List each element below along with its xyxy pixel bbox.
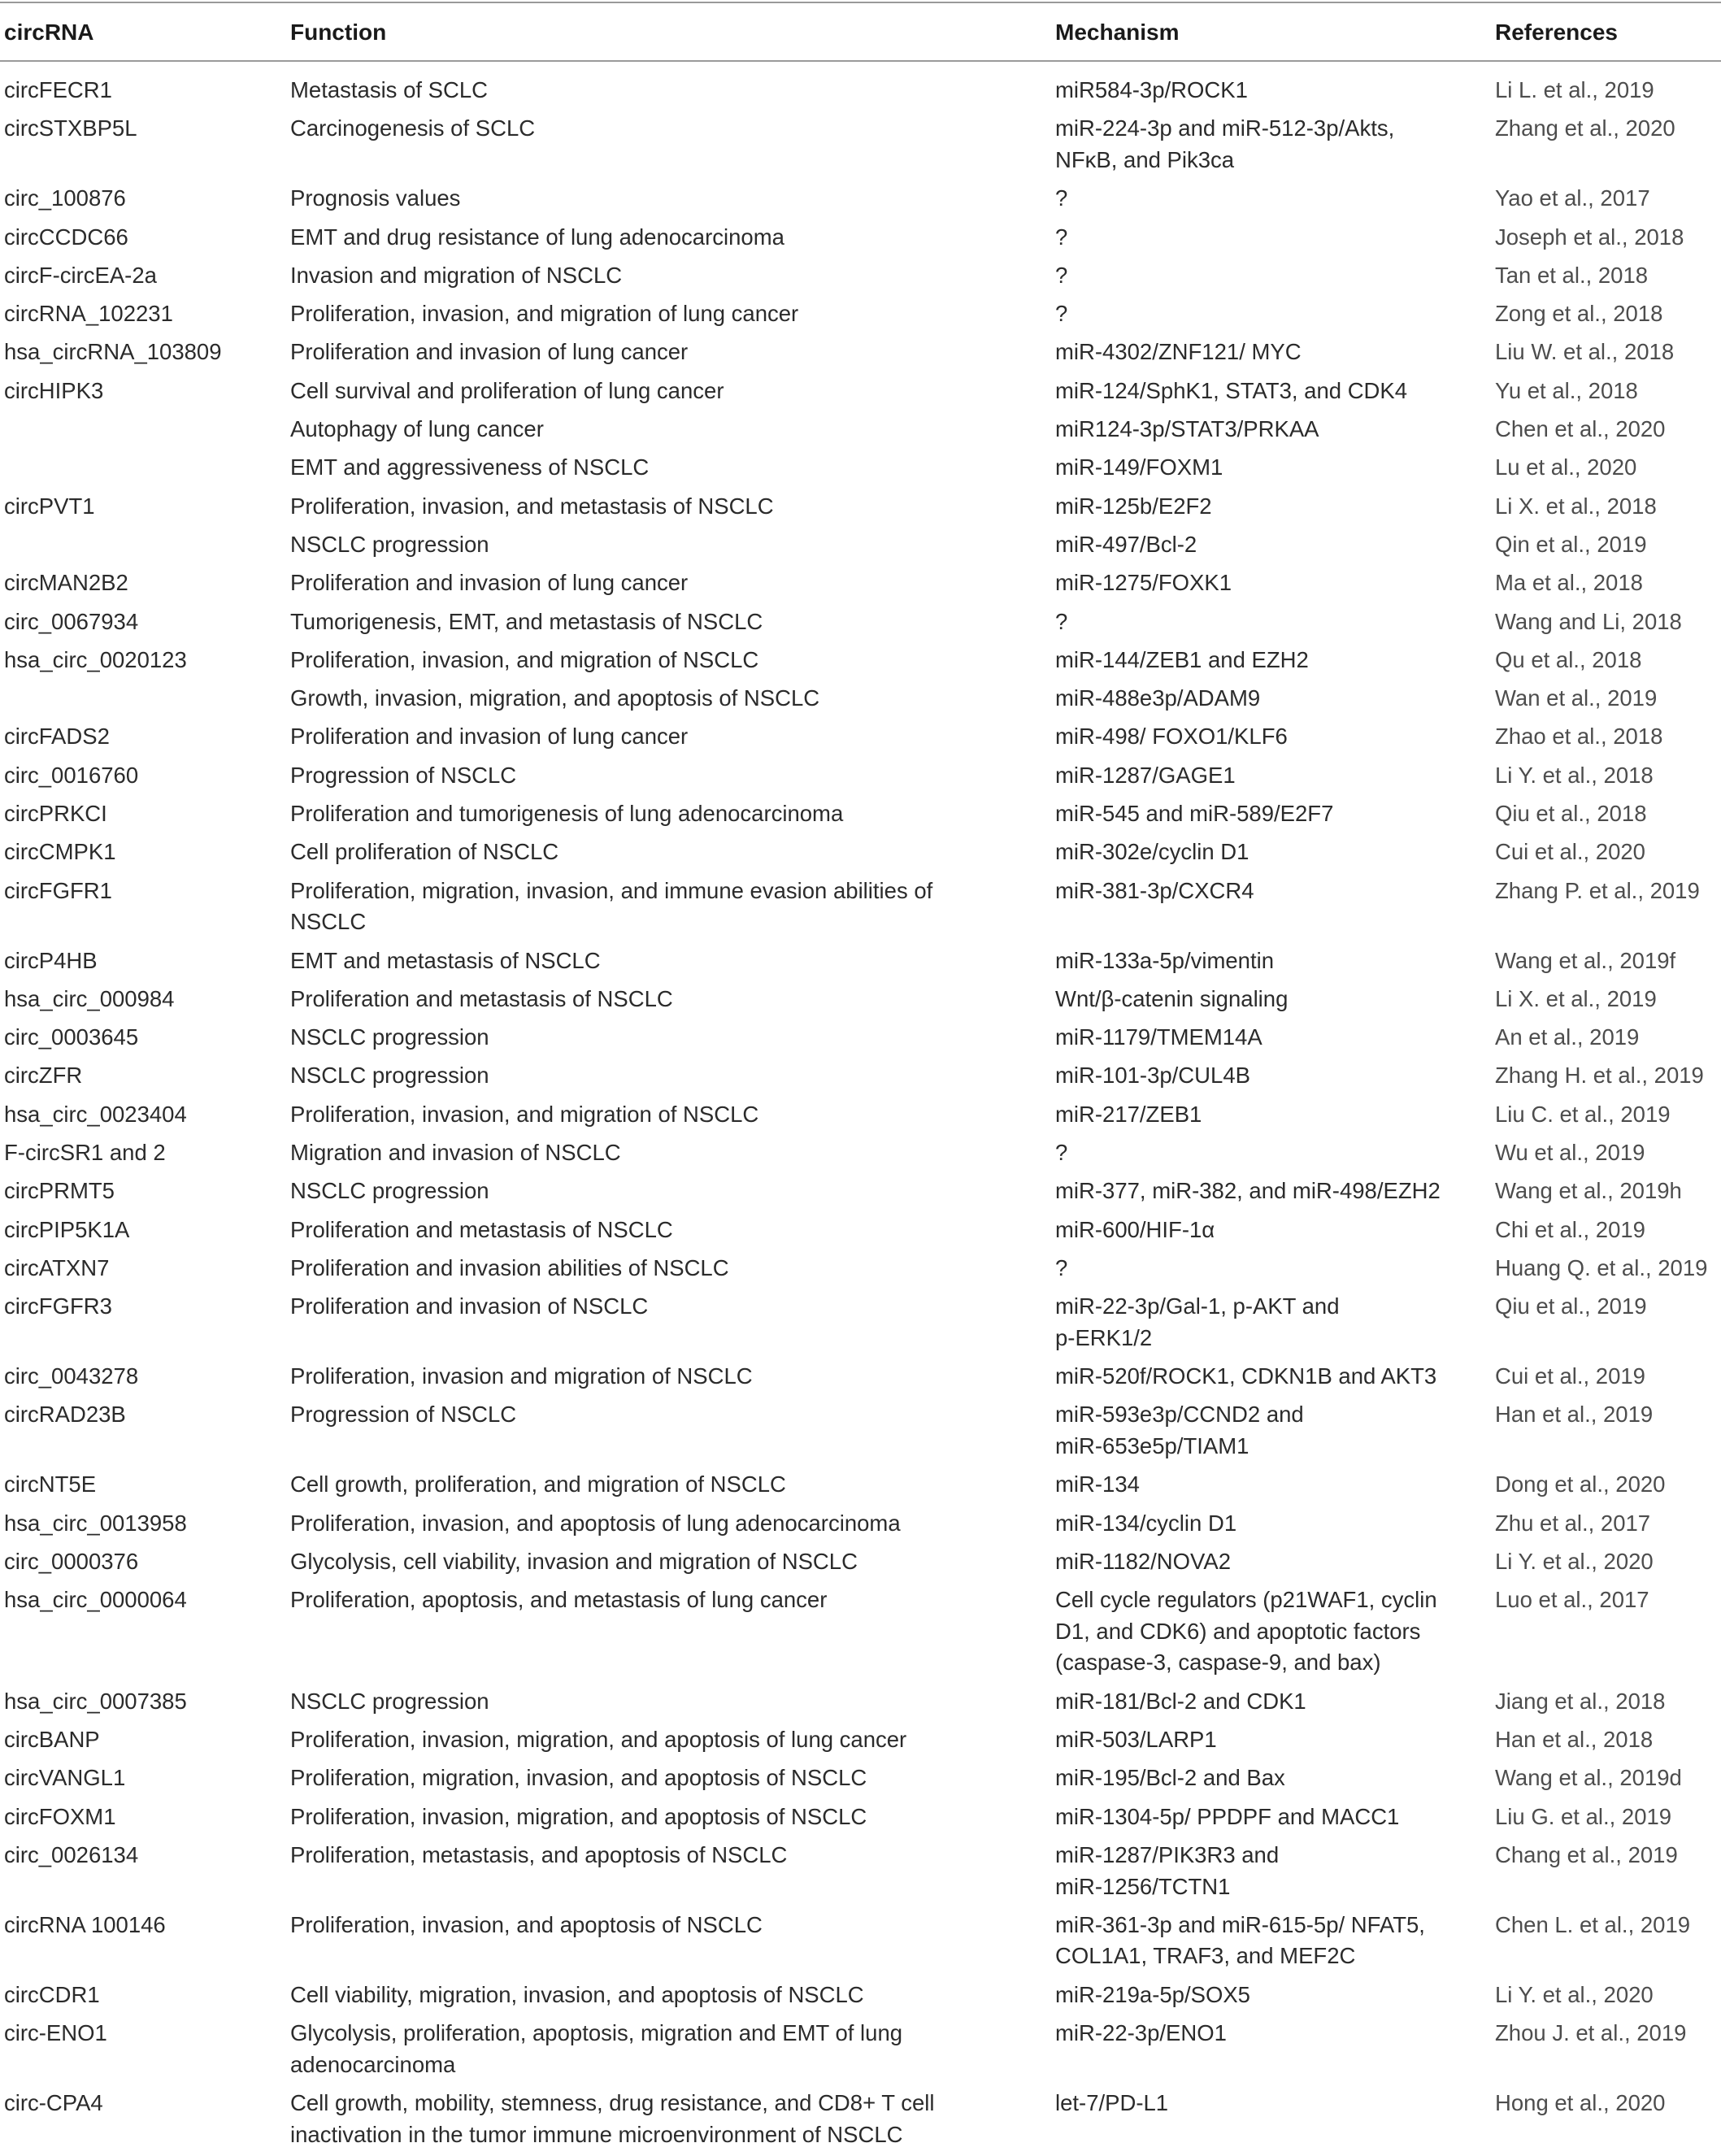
cell-circrna: circ-CPA4 bbox=[4, 2089, 103, 2115]
cell-function: EMT and metastasis of NSCLC bbox=[290, 947, 601, 973]
header-mechanism: Mechanism bbox=[1055, 20, 1180, 45]
cell-circrna: hsa_circ_0020123 bbox=[4, 646, 187, 672]
cell-reference: Yu et al., 2018 bbox=[1495, 377, 1638, 403]
cell-reference: Chang et al., 2019 bbox=[1495, 1841, 1678, 1867]
cell-function: Migration and invasion of NSCLC bbox=[290, 1140, 621, 1165]
cell-circrna: circBANP bbox=[4, 1727, 100, 1752]
cell-circrna: circ-ENO1 bbox=[4, 2020, 107, 2045]
cell-reference: Cui et al., 2020 bbox=[1495, 839, 1645, 865]
cell-mechanism: miR-1275/FOXK1 bbox=[1055, 570, 1232, 596]
cell-function: Proliferation and invasion of lung cancer bbox=[290, 339, 689, 365]
cell-reference: Qiu et al., 2018 bbox=[1495, 801, 1647, 826]
cell-mechanism: Wnt/β-catenin signaling bbox=[1055, 985, 1289, 1011]
cell-mechanism: miR-219a-5p/SOX5 bbox=[1055, 1981, 1250, 2007]
cell-circrna: circFGFR1 bbox=[4, 877, 112, 903]
cell-function: NSCLC bbox=[290, 909, 367, 935]
cell-function: Glycolysis, proliferation, apoptosis, migration and EMT of lung bbox=[290, 2020, 903, 2045]
cell-mechanism: miR-497/Bcl-2 bbox=[1055, 531, 1197, 557]
cell-mechanism: miR-4302/ZNF121/ MYC bbox=[1055, 339, 1302, 365]
cell-mechanism: miR-124/SphK1, STAT3, and CDK4 bbox=[1055, 377, 1408, 403]
cell-function: Proliferation and metastasis of NSCLC bbox=[290, 985, 673, 1011]
cell-mechanism: miR-302e/cyclin D1 bbox=[1055, 839, 1249, 865]
cell-function: EMT and aggressiveness of NSCLC bbox=[290, 454, 650, 480]
cell-circrna: circF-circEA-2a bbox=[4, 262, 157, 288]
cell-function: Cell survival and proliferation of lung cancer bbox=[290, 377, 724, 403]
cell-function: Proliferation, metastasis, and apoptosis of NSCLC bbox=[290, 1841, 788, 1867]
cell-reference: Li L. et al., 2019 bbox=[1495, 77, 1654, 102]
cell-function: Proliferation, invasion, and migration of NSCLC bbox=[290, 646, 759, 672]
cell-circrna: F-circSR1 and 2 bbox=[4, 1140, 166, 1165]
cell-reference: Jiang et al., 2018 bbox=[1495, 1688, 1666, 1714]
cell-circrna: circSTXBP5L bbox=[4, 115, 137, 141]
cell-function: Proliferation, invasion, and apoptosis of lung adenocarcinoma bbox=[290, 1510, 901, 1536]
cell-circrna: circPIP5K1A bbox=[4, 1216, 130, 1242]
cell-mechanism: COL1A1, TRAF3, and MEF2C bbox=[1055, 1943, 1356, 1969]
cell-reference: Zhang H. et al., 2019 bbox=[1495, 1063, 1704, 1089]
header-references: References bbox=[1495, 20, 1618, 45]
cell-function: Proliferation and invasion abilities of NSCLC bbox=[290, 1254, 729, 1280]
cell-function: Proliferation and invasion of lung cancer bbox=[290, 570, 689, 596]
cell-circrna: circCDR1 bbox=[4, 1981, 100, 2007]
cell-circrna: circNT5E bbox=[4, 1471, 97, 1497]
cell-reference: Chi et al., 2019 bbox=[1495, 1216, 1645, 1242]
cell-mechanism: miR-593e3p/CCND2 and bbox=[1055, 1402, 1304, 1428]
cell-mechanism: miR-1182/NOVA2 bbox=[1055, 1548, 1231, 1574]
cell-reference: Liu W. et al., 2018 bbox=[1495, 339, 1675, 365]
cell-mechanism: let-7/PD-L1 bbox=[1055, 2089, 1169, 2115]
cell-reference: Li Y. et al., 2020 bbox=[1495, 1548, 1654, 1574]
cell-mechanism: miR-377, miR-382, and miR-498/EZH2 bbox=[1055, 1178, 1441, 1204]
cell-function: Invasion and migration of NSCLC bbox=[290, 262, 623, 288]
cell-reference: Wang et al., 2019f bbox=[1495, 947, 1676, 973]
cell-mechanism: miR-1287/GAGE1 bbox=[1055, 762, 1236, 788]
cell-reference: Joseph et al., 2018 bbox=[1495, 224, 1684, 250]
cell-circrna: hsa_circ_0007385 bbox=[4, 1688, 187, 1714]
cell-circrna: circHIPK3 bbox=[4, 377, 104, 403]
cell-mechanism: miR-545 and miR-589/E2F7 bbox=[1055, 801, 1334, 826]
cell-circrna: circMAN2B2 bbox=[4, 570, 128, 596]
cell-function: Proliferation, invasion, migration, and apoptosis of NSCLC bbox=[290, 1803, 867, 1829]
cell-reference: Qin et al., 2019 bbox=[1495, 531, 1647, 557]
cell-circrna: circ_0026134 bbox=[4, 1841, 139, 1867]
header-function: Function bbox=[290, 20, 387, 45]
cell-mechanism: p-ERK1/2 bbox=[1055, 1324, 1153, 1350]
cell-mechanism: ? bbox=[1055, 224, 1068, 250]
cell-circrna: circRAD23B bbox=[4, 1402, 126, 1428]
cell-function: Carcinogenesis of SCLC bbox=[290, 115, 536, 141]
cell-function: Glycolysis, cell viability, invasion and migration of NSCLC bbox=[290, 1548, 858, 1574]
cell-function: inactivation in the tumor immune microenvironment of NSCLC bbox=[290, 2121, 903, 2147]
cell-function: Tumorigenesis, EMT, and metastasis of NSCLC bbox=[290, 608, 763, 634]
cell-circrna: hsa_circ_000984 bbox=[4, 985, 175, 1011]
cell-mechanism: miR-1287/PIK3R3 and bbox=[1055, 1841, 1280, 1867]
cell-mechanism: miR-149/FOXM1 bbox=[1055, 454, 1223, 480]
cell-mechanism: miR-224-3p and miR-512-3p/Akts, bbox=[1055, 115, 1395, 141]
cell-reference: Chen et al., 2020 bbox=[1495, 416, 1666, 441]
cell-reference: Zhao et al., 2018 bbox=[1495, 724, 1663, 750]
cell-function: Autophagy of lung cancer bbox=[290, 416, 544, 441]
cell-reference: Tan et al., 2018 bbox=[1495, 262, 1649, 288]
cell-function: Cell viability, migration, invasion, and apoptosis of NSCLC bbox=[290, 1981, 864, 2007]
cell-circrna: circ_0067934 bbox=[4, 608, 139, 634]
cell-mechanism: ? bbox=[1055, 301, 1068, 327]
cell-mechanism: miR-217/ZEB1 bbox=[1055, 1101, 1202, 1127]
cell-mechanism: miR-101-3p/CUL4B bbox=[1055, 1063, 1250, 1089]
cell-function: NSCLC progression bbox=[290, 531, 489, 557]
cell-mechanism: miR124-3p/STAT3/PRKAA bbox=[1055, 416, 1319, 441]
cell-circrna: circRNA 100146 bbox=[4, 1911, 166, 1937]
cell-reference: Cui et al., 2019 bbox=[1495, 1363, 1645, 1389]
cell-mechanism: miR-1304-5p/ PPDPF and MACC1 bbox=[1055, 1803, 1400, 1829]
cell-reference: Luo et al., 2017 bbox=[1495, 1587, 1649, 1613]
cell-mechanism: miR-653e5p/TIAM1 bbox=[1055, 1433, 1249, 1458]
cell-reference: Li Y. et al., 2020 bbox=[1495, 1981, 1654, 2007]
cell-mechanism: miR-22-3p/Gal-1, p-AKT and bbox=[1055, 1293, 1340, 1319]
cell-reference: Zhang P. et al., 2019 bbox=[1495, 877, 1700, 903]
cell-circrna: circFADS2 bbox=[4, 724, 110, 750]
cell-reference: Zhang et al., 2020 bbox=[1495, 115, 1675, 141]
cell-mechanism: (caspase-3, caspase-9, and bax) bbox=[1055, 1650, 1381, 1676]
cell-function: Proliferation and invasion of lung cancer bbox=[290, 724, 689, 750]
cell-reference: Liu G. et al., 2019 bbox=[1495, 1803, 1672, 1829]
cell-function: Proliferation, invasion, and migration of lung cancer bbox=[290, 301, 799, 327]
cell-reference: Qiu et al., 2019 bbox=[1495, 1293, 1647, 1319]
cell-mechanism: ? bbox=[1055, 608, 1068, 634]
cell-reference: Han et al., 2018 bbox=[1495, 1727, 1654, 1752]
cell-mechanism: ? bbox=[1055, 1254, 1068, 1280]
cell-reference: Wan et al., 2019 bbox=[1495, 685, 1658, 711]
cell-mechanism: NFκB, and Pik3ca bbox=[1055, 146, 1235, 172]
cell-function: Progression of NSCLC bbox=[290, 1402, 517, 1428]
cell-reference: Wang and Li, 2018 bbox=[1495, 608, 1682, 634]
cell-function: NSCLC progression bbox=[290, 1063, 489, 1089]
cell-circrna: circCMPK1 bbox=[4, 839, 116, 865]
cell-reference: Qu et al., 2018 bbox=[1495, 646, 1642, 672]
cell-function: NSCLC progression bbox=[290, 1024, 489, 1050]
cell-reference: An et al., 2019 bbox=[1495, 1024, 1640, 1050]
cell-reference: Li X. et al., 2018 bbox=[1495, 493, 1657, 519]
cell-function: Proliferation, invasion, and apoptosis of NSCLC bbox=[290, 1911, 763, 1937]
cell-circrna: circFGFR3 bbox=[4, 1293, 112, 1319]
cell-mechanism: miR-22-3p/ENO1 bbox=[1055, 2020, 1227, 2045]
cell-reference: Zhou J. et al., 2019 bbox=[1495, 2020, 1687, 2045]
cell-function: Cell proliferation of NSCLC bbox=[290, 839, 559, 865]
cell-reference: Wang et al., 2019h bbox=[1495, 1178, 1682, 1204]
cell-reference: Dong et al., 2020 bbox=[1495, 1471, 1666, 1497]
cell-function: NSCLC progression bbox=[290, 1178, 489, 1204]
cell-reference: Liu C. et al., 2019 bbox=[1495, 1101, 1671, 1127]
cell-reference: Hong et al., 2020 bbox=[1495, 2089, 1666, 2115]
cell-circrna: circ_0000376 bbox=[4, 1548, 139, 1574]
cell-circrna: circATXN7 bbox=[4, 1254, 110, 1280]
cell-function: Proliferation, invasion, and metastasis of NSCLC bbox=[290, 493, 774, 519]
cell-mechanism: D1, and CDK6) and apoptotic factors bbox=[1055, 1618, 1421, 1644]
cell-reference: Huang Q. et al., 2019 bbox=[1495, 1254, 1708, 1280]
cell-mechanism: miR-195/Bcl-2 and Bax bbox=[1055, 1765, 1285, 1791]
cell-mechanism: miR-1256/TCTN1 bbox=[1055, 1873, 1231, 1899]
cell-mechanism: miR-181/Bcl-2 and CDK1 bbox=[1055, 1688, 1306, 1714]
cell-function: Proliferation, migration, invasion, and immune evasion abilities of bbox=[290, 877, 933, 903]
cell-circrna: circVANGL1 bbox=[4, 1765, 126, 1791]
cell-circrna: circFOXM1 bbox=[4, 1803, 116, 1829]
cell-mechanism: miR-600/HIF-1α bbox=[1055, 1216, 1215, 1242]
cell-function: Metastasis of SCLC bbox=[290, 77, 489, 102]
cell-mechanism: Cell cycle regulators (p21WAF1, cyclin bbox=[1055, 1587, 1437, 1613]
cell-circrna: circCCDC66 bbox=[4, 224, 128, 250]
cell-function: NSCLC progression bbox=[290, 1688, 489, 1714]
cell-mechanism: ? bbox=[1055, 262, 1068, 288]
table-top-rule bbox=[0, 2, 1721, 3]
cell-reference: Zhu et al., 2017 bbox=[1495, 1510, 1651, 1536]
cell-mechanism: ? bbox=[1055, 1140, 1068, 1165]
cell-function: Proliferation, migration, invasion, and apoptosis of NSCLC bbox=[290, 1765, 867, 1791]
cell-mechanism: ? bbox=[1055, 185, 1068, 211]
cell-function: Growth, invasion, migration, and apoptosis of NSCLC bbox=[290, 685, 820, 711]
cell-circrna: circ_0016760 bbox=[4, 762, 139, 788]
cell-function: Progression of NSCLC bbox=[290, 762, 517, 788]
cell-reference: Ma et al., 2018 bbox=[1495, 570, 1643, 596]
cell-mechanism: miR-125b/E2F2 bbox=[1055, 493, 1212, 519]
cell-function: Proliferation, invasion, and migration of NSCLC bbox=[290, 1101, 759, 1127]
cell-reference: Zong et al., 2018 bbox=[1495, 301, 1663, 327]
cell-function: Proliferation, invasion, migration, and apoptosis of lung cancer bbox=[290, 1727, 907, 1752]
cell-function: Cell growth, proliferation, and migration of NSCLC bbox=[290, 1471, 786, 1497]
cell-function: Proliferation and tumorigenesis of lung adenocarcinoma bbox=[290, 801, 844, 826]
header-circrna: circRNA bbox=[4, 20, 94, 45]
cell-circrna: hsa_circ_0023404 bbox=[4, 1101, 187, 1127]
cell-circrna: circ_0043278 bbox=[4, 1363, 139, 1389]
cell-reference: Han et al., 2019 bbox=[1495, 1402, 1654, 1428]
cell-mechanism: miR-381-3p/CXCR4 bbox=[1055, 877, 1254, 903]
cell-mechanism: miR-134/cyclin D1 bbox=[1055, 1510, 1237, 1536]
cell-mechanism: miR-488e3p/ADAM9 bbox=[1055, 685, 1261, 711]
cell-circrna: circPRKCI bbox=[4, 801, 107, 826]
cell-mechanism: miR-503/LARP1 bbox=[1055, 1727, 1217, 1752]
cell-reference: Li X. et al., 2019 bbox=[1495, 985, 1657, 1011]
cell-circrna: circPRMT5 bbox=[4, 1178, 115, 1204]
cell-circrna: hsa_circRNA_103809 bbox=[4, 339, 222, 365]
cell-mechanism: miR-361-3p and miR-615-5p/ NFAT5, bbox=[1055, 1911, 1425, 1937]
cell-circrna: hsa_circ_0000064 bbox=[4, 1587, 187, 1613]
cell-circrna: circ_100876 bbox=[4, 185, 126, 211]
cell-function: Cell growth, mobility, stemness, drug resistance, and CD8+ T cell bbox=[290, 2089, 935, 2115]
cell-reference: Wang et al., 2019d bbox=[1495, 1765, 1682, 1791]
cell-mechanism: miR-1179/TMEM14A bbox=[1055, 1024, 1263, 1050]
cell-mechanism: miR584-3p/ROCK1 bbox=[1055, 77, 1248, 102]
cell-mechanism: miR-133a-5p/vimentin bbox=[1055, 947, 1274, 973]
cell-mechanism: miR-520f/ROCK1, CDKN1B and AKT3 bbox=[1055, 1363, 1437, 1389]
cell-reference: Li Y. et al., 2018 bbox=[1495, 762, 1654, 788]
cell-circrna: hsa_circ_0013958 bbox=[4, 1510, 187, 1536]
cell-function: EMT and drug resistance of lung adenocarcinoma bbox=[290, 224, 784, 250]
cell-reference: Chen L. et al., 2019 bbox=[1495, 1911, 1691, 1937]
cell-circrna: circZFR bbox=[4, 1063, 83, 1089]
header-bottom-rule bbox=[0, 60, 1721, 62]
cell-function: Proliferation, apoptosis, and metastasis of lung cancer bbox=[290, 1587, 828, 1613]
cell-mechanism: miR-134 bbox=[1055, 1471, 1140, 1497]
cell-reference: Yao et al., 2017 bbox=[1495, 185, 1650, 211]
cell-circrna: circRNA_102231 bbox=[4, 301, 173, 327]
cell-function: Proliferation, invasion and migration of NSCLC bbox=[290, 1363, 753, 1389]
cell-function: adenocarcinoma bbox=[290, 2051, 456, 2077]
cell-circrna: circ_0003645 bbox=[4, 1024, 139, 1050]
cell-circrna: circFECR1 bbox=[4, 77, 112, 102]
cell-mechanism: miR-144/ZEB1 and EZH2 bbox=[1055, 646, 1309, 672]
cell-circrna: circP4HB bbox=[4, 947, 98, 973]
cell-function: Proliferation and invasion of NSCLC bbox=[290, 1293, 649, 1319]
cell-function: Proliferation and metastasis of NSCLC bbox=[290, 1216, 673, 1242]
cell-reference: Wu et al., 2019 bbox=[1495, 1140, 1645, 1165]
cell-reference: Lu et al., 2020 bbox=[1495, 454, 1637, 480]
cell-circrna: circPVT1 bbox=[4, 493, 95, 519]
cell-function: Prognosis values bbox=[290, 185, 461, 211]
cell-mechanism: miR-498/ FOXO1/KLF6 bbox=[1055, 724, 1288, 750]
